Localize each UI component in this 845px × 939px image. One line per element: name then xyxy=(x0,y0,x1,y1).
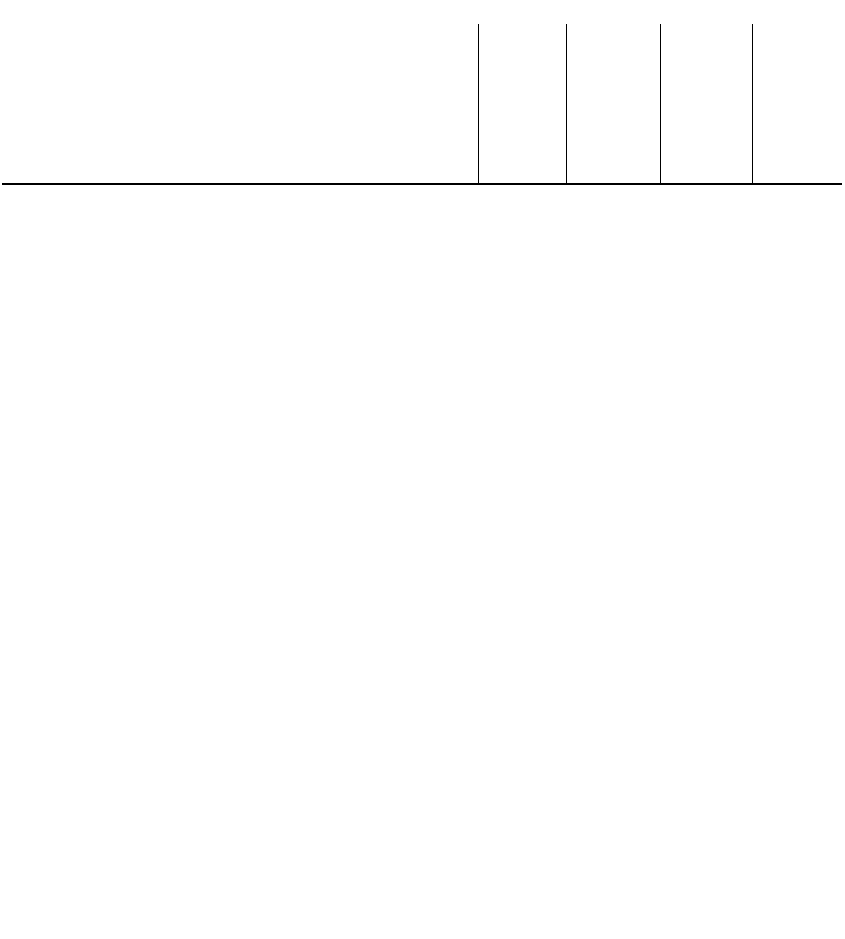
header-origin xyxy=(2,24,168,162)
asylum-table xyxy=(2,24,842,211)
header-recognitions xyxy=(218,24,330,162)
header-col1 xyxy=(168,24,218,162)
header-col5 xyxy=(402,24,478,162)
header-col89 xyxy=(566,24,660,162)
section-row xyxy=(2,184,842,211)
header-col1011 xyxy=(660,24,752,162)
header-col4 xyxy=(330,24,402,162)
header-row xyxy=(2,24,842,162)
period-row xyxy=(2,162,842,184)
header-col13 xyxy=(752,24,842,162)
header-col67 xyxy=(478,24,566,162)
